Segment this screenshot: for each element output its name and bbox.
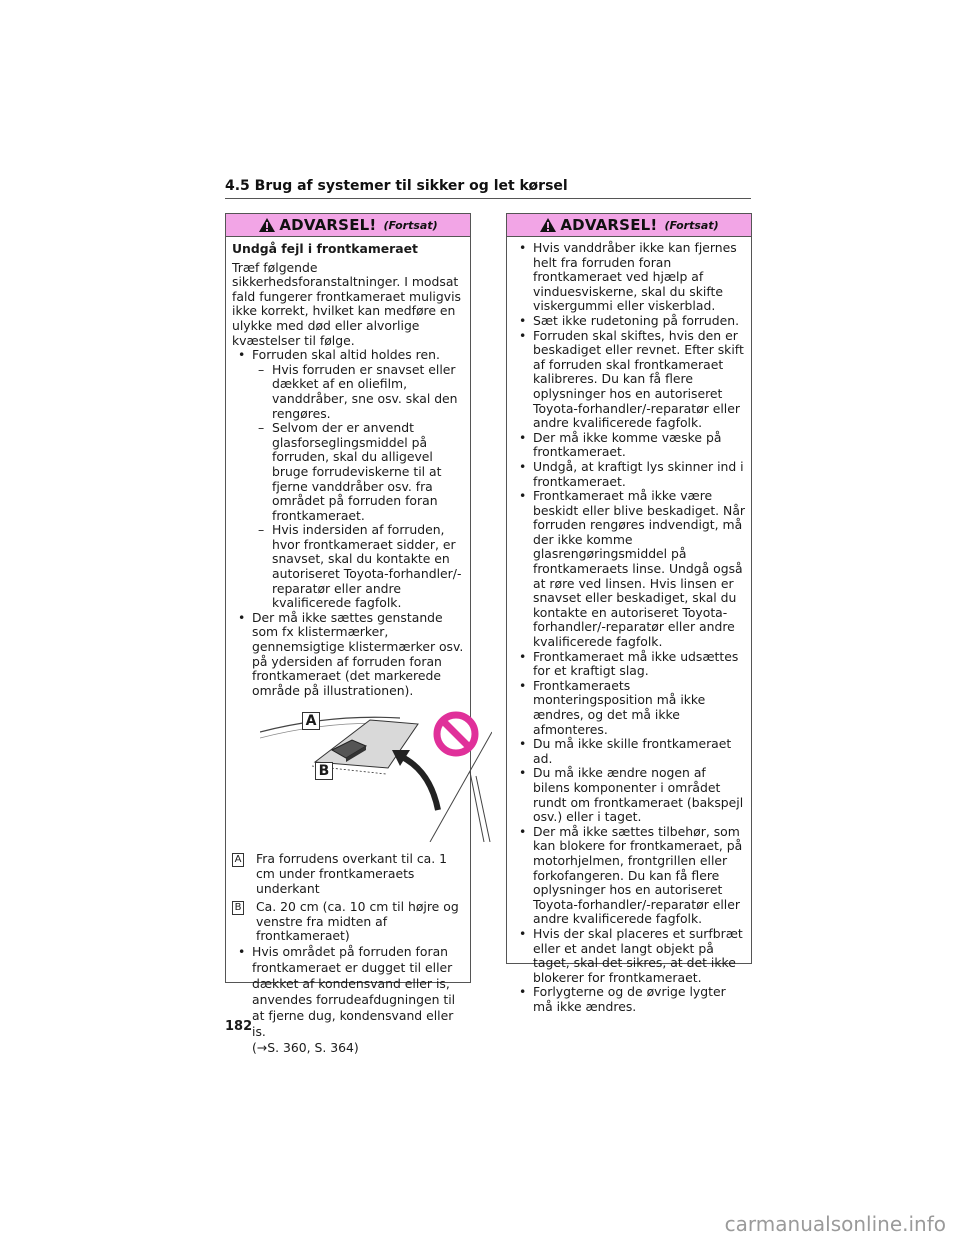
warning-header — [226, 214, 470, 237]
bullet-item: • Frontkameraet må ikke være beskidt eller blive beskadiget. Når forruden rengøres indvendigt, må der ikke komme glasrengøringsmiddel på frontkameraets linse. Undgå også at røre ved linsen. Hvis linsen er snavset eller beskadiget, skal du kontakte en autoriseret Toyota-forhandler/-reparatør eller andre kvalificerede fagfolk. — [519, 488, 746, 650]
continued-label: (Fortsat) — [664, 218, 719, 232]
warning-box-right — [506, 213, 752, 1014]
warning-label: ADVARSEL! — [560, 216, 658, 234]
bullet-item: • Du må ikke skille frontkameraet ad. — [519, 736, 732, 766]
warning-header — [507, 214, 751, 237]
bullet-item: • Forruden skal altid holdes ren. — [238, 347, 440, 363]
warning-body — [226, 242, 470, 1056]
bullet-item: • Hvis vanddråber ikke kan fjernes helt fra forruden foran frontkameraet ved hjælp af vinduesviskerne, skal du skifte viskergummi eller viskerblad. — [519, 240, 737, 314]
warning-body — [507, 237, 751, 1014]
bullet-item: • Der må ikke komme væske på frontkameraet. — [519, 429, 722, 460]
bullet-item: • Du må ikke ændre nogen af bilens komponenter i området rundt om frontkameraet (bakspejl osv.) eller i taget. — [519, 765, 744, 825]
bullet-item: • Hvis der skal placeres et surfbræt eller et andet langt objekt på taget, skal det sikres, at det ikke blokerer for frontkameraet. — [519, 925, 743, 985]
bullet-item: • Der må ikke sættes genstande som fx klistermærker, gennemsigtige klistermærker osv. på ydersiden af forruden foran frontkameraet (det markerede område på illustrationen). — [238, 609, 464, 698]
warning-label: ADVARSEL! — [279, 216, 377, 234]
bullet-item: • Frontkameraet må ikke udsættes for et kraftigt slag. — [519, 648, 739, 679]
caption-a: A Fra forrudens overkant til ca. 1 cm under frontkameraets underkant — [232, 852, 464, 896]
bullet-item: • Hvis området på forruden foran frontkameraet er dugget til eller dækket af kondensvand eller is, anvendes forrudeafdugningen til at fjerne dug, kondensvand eller is. — [238, 943, 456, 1039]
camera-area-diagram — [260, 710, 492, 842]
warning-triangle-icon — [258, 217, 276, 233]
caption-b: B Ca. 20 cm (ca. 10 cm til højre og venstre fra midten af frontkameraet) — [232, 900, 464, 944]
bullet-item: • Forruden skal skiftes, hvis den er beskadiget eller revnet. Efter skift af forruden skal frontkameraet kalibreres. Du kan få flere oplysninger hos en autoriseret Toyota-forhandler/-reparatør eller andre kvalificerede fagfolk. — [519, 327, 744, 431]
watermark: carmanualsonline.info — [724, 1212, 946, 1236]
dash-item: – Hvis forruden er snavset eller dækket af en oliefilm, vanddråber, sne osv. skal den rengøres. — [258, 361, 458, 421]
page-reference: (→S. 360, S. 364) — [252, 1039, 359, 1055]
continued-label: (Fortsat) — [383, 218, 438, 232]
bullet-item: • Der må ikke sættes tilbehør, som kan blokere for frontkameraet, på motorhjelmen, frontgrillen eller forkofangeren. Du kan få flere oplysninger hos en autoriseret Toyota-forhandler/-reparatør eller andre kvalificerede fagfolk. — [519, 823, 743, 927]
bullet-item: • Undgå, at kraftigt lys skinner ind i frontkameraet. — [519, 458, 744, 489]
bullet-item: • Frontkameraets monteringsposition må ikke ændres, og det må ikke afmonteres. — [519, 677, 706, 737]
section-title: 4.5 Brug af systemer til sikker og let kørsel — [225, 178, 568, 194]
bullet-item: • Sæt ikke rudetoning på forruden. — [519, 312, 740, 328]
intro-text: Træf følgende sikkerhedsforanstaltninger. I modsat fald fungerer frontkameraet muligvis ikke korrekt, hvilket kan medføre en ulykke med død eller alvorlige kvæstelser til følge. — [232, 259, 461, 348]
label-a-badge: A — [302, 712, 320, 730]
warning-triangle-icon — [539, 217, 557, 233]
page-number: 182 — [225, 1019, 253, 1034]
section-divider — [225, 198, 751, 199]
dash-item: – Selvom der er anvendt glasforseglingsmiddel på forruden, skal du alligevel bruge forrudeviskerne til at fjerne vanddråber osv. fra området på forruden foran frontkameraet. — [258, 420, 442, 523]
subheading: Undgå fejl i frontkameraet — [232, 241, 418, 256]
bullet-item: • Forlygterne og de øvrige lygter må ikke ændres. — [519, 984, 726, 1014]
windshield-illustration — [260, 710, 492, 842]
dash-item: – Hvis indersiden af forruden, hvor frontkameraet sidder, er snavset, skal du kontakte en autoriseret Toyota-forhandler/-reparatør eller andre kvalificerede fagfolk. — [258, 522, 462, 611]
label-b-badge: B — [315, 762, 333, 780]
